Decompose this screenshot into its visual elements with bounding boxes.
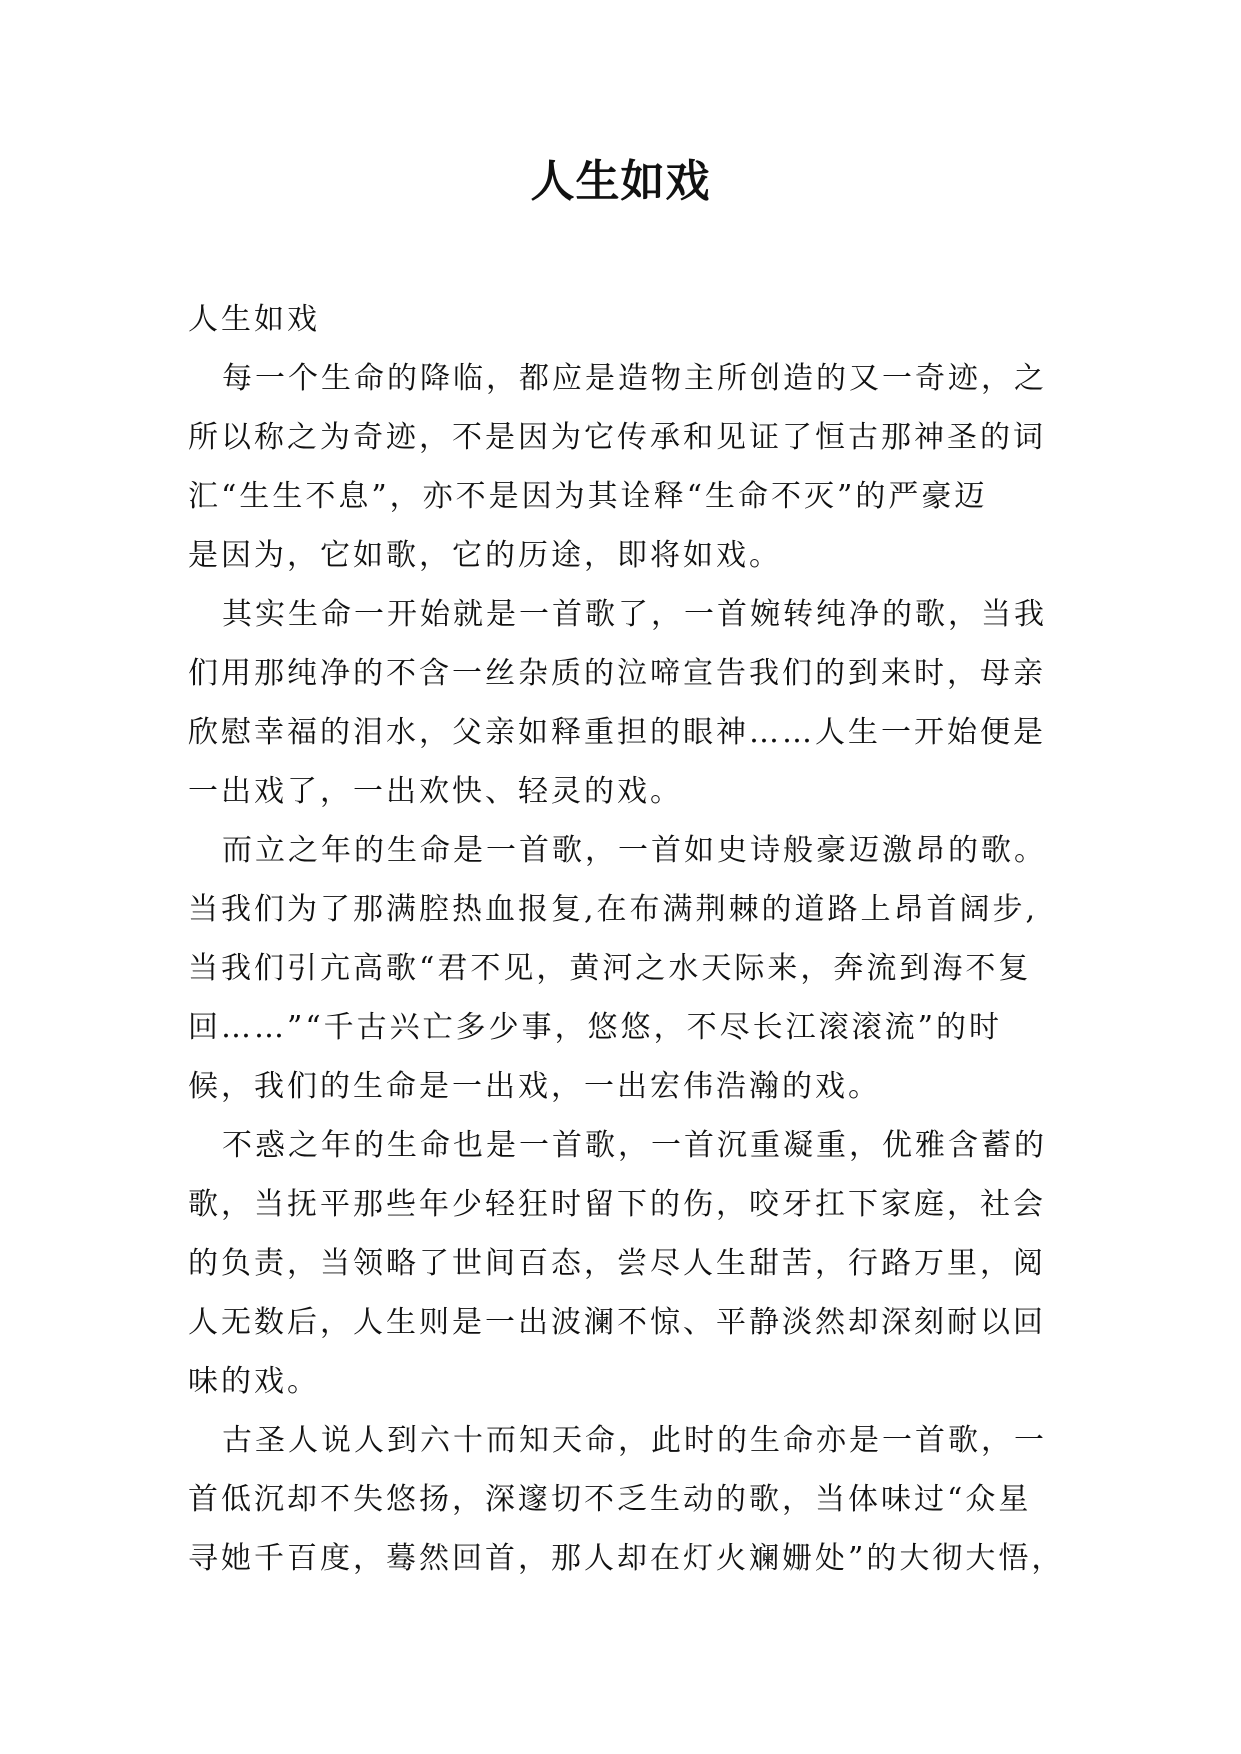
text-line: 味的戏。 [188, 1364, 320, 1399]
text-line: 不惑之年的生命也是一首歌，一首沉重凝重，优雅含蓄的 [222, 1128, 1047, 1163]
paragraph [188, 821, 1058, 1116]
text-line: 当我们引亢高歌“君不见，黄河之水天际来，奔流到海不复 [188, 951, 1032, 986]
text-line: 的负责，当领略了世间百态，尝尽人生甜苦，行路万里，阅 [188, 1246, 1046, 1281]
text-line: 所以称之为奇迹，不是因为它传承和见证了恒古那神圣的词 [188, 420, 1046, 455]
paragraph [188, 1411, 1065, 1588]
text-line: 汇“生生不息”，亦不是因为其诠释“生命不灭”的严豪迈 [188, 479, 988, 514]
text-line: 们用那纯净的不含一丝杂质的泣啼宣告我们的到来时，母亲 [188, 656, 1046, 691]
text-line: 欣慰幸福的泪水，父亲如释重担的眼神……人生一开始便是 [188, 715, 1046, 750]
text-line: 一出戏了，一出欢快、轻灵的戏。 [188, 774, 683, 809]
document-title: 人生如戏 [530, 156, 711, 207]
text-line: 歌，当抚平那些年少轻狂时留下的伤，咬牙扛下家庭，社会 [188, 1187, 1046, 1222]
paragraph [188, 290, 1058, 349]
text-line: 当我们为了那满腔热血报复,在布满荆棘的道路上昂首阔步, [188, 892, 1039, 927]
paragraph [188, 585, 1058, 821]
paragraph [188, 349, 1058, 585]
text-line: 人无数后，人生则是一出波澜不惊、平静淡然却深刻耐以回 [188, 1305, 1046, 1340]
text-line: 寻她千百度，蓦然回首，那人却在灯火斓姗处”的大彻大悟， [188, 1541, 1065, 1576]
text-line: 其实生命一开始就是一首歌了，一首婉转纯净的歌，当我 [222, 597, 1047, 632]
text-line: 是因为，它如歌，它的历途，即将如戏。 [188, 538, 782, 573]
paragraph [188, 1116, 1058, 1411]
text-line: 候，我们的生命是一出戏，一出宏伟浩瀚的戏。 [188, 1069, 881, 1104]
document-body [188, 290, 1065, 1588]
text-line: 人生如戏 [188, 302, 320, 337]
text-line: 首低沉却不失悠扬，深邃切不乏生动的歌，当体味过“众星 [188, 1482, 1032, 1517]
text-line: 而立之年的生命是一首歌，一首如史诗般豪迈激昂的歌。 [222, 833, 1047, 868]
text-line: 回……”“千古兴亡多少事，悠悠，不尽长江滚滚流”的时 [188, 1010, 1003, 1045]
text-line: 古圣人说人到六十而知天命，此时的生命亦是一首歌，一 [222, 1423, 1047, 1458]
text-line: 每一个生命的降临，都应是造物主所创造的又一奇迹，之 [222, 361, 1047, 396]
